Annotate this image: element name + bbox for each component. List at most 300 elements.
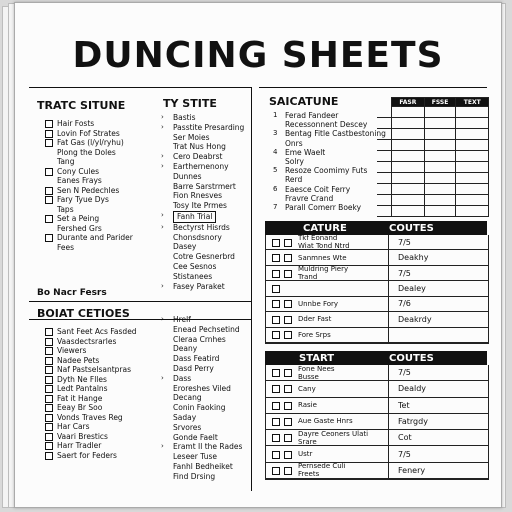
list-item: [161, 315, 242, 325]
grid-cell[interactable]: [392, 184, 425, 195]
checkbox[interactable]: [45, 347, 53, 355]
numbered-list: [161, 315, 242, 482]
row-value: 7/5: [398, 368, 411, 378]
list-item-label: Hrelf: [173, 315, 191, 324]
list-item-label: Durante and Parider: [57, 233, 133, 242]
list-item: [273, 111, 386, 120]
list-item: [161, 433, 242, 443]
list-item-label: Set a Peing: [57, 214, 100, 223]
row-label: Fone Nees Busse: [298, 364, 335, 381]
list-item-label: Taps: [57, 204, 74, 214]
list-item: [161, 364, 242, 374]
column-header: COUTES: [389, 222, 434, 234]
list-item: [45, 375, 137, 385]
checkbox[interactable]: [284, 451, 292, 459]
checkbox[interactable]: [284, 402, 292, 410]
table-row: [266, 381, 488, 397]
list-item: [45, 346, 137, 356]
list-bullet: ›: [161, 122, 164, 131]
grid-cell[interactable]: [392, 140, 425, 151]
list-item-label: Resoze Coomimy Futs: [285, 166, 368, 176]
grid-cell[interactable]: [424, 162, 456, 173]
checkbox[interactable]: [272, 254, 280, 262]
grid-cell[interactable]: [456, 173, 489, 184]
list-item-label: Sen N Pedechles: [57, 185, 120, 195]
checkbox[interactable]: [45, 328, 53, 336]
list-item-label: Cony Cules: [57, 166, 99, 176]
checkbox[interactable]: [45, 139, 53, 147]
row-value: Tet: [398, 400, 410, 410]
list-item-label: Onrs: [285, 138, 303, 148]
list-item-label: Fershed Grs: [57, 223, 102, 233]
list-item: [45, 195, 133, 205]
checkbox[interactable]: [272, 331, 280, 339]
checkbox[interactable]: [272, 285, 280, 293]
list-item: [161, 354, 242, 364]
list-item-label: Barre Sarstrmert: [173, 181, 236, 191]
list-item-label: Vaasdectsrarles: [57, 336, 117, 346]
table-row: [377, 162, 489, 173]
list-item-label: Rerd: [285, 175, 303, 185]
grid-cell[interactable]: [377, 140, 392, 151]
list-item: [161, 413, 242, 423]
list-item-label: Passtite Presarding: [173, 122, 245, 132]
list-item: [161, 442, 242, 452]
list-item: [45, 119, 133, 129]
list-number: 3: [273, 129, 278, 138]
list-item: [161, 393, 242, 403]
list-item: [45, 327, 137, 337]
table-header: [265, 221, 487, 235]
row-value: 7/6: [398, 299, 411, 309]
list-item-label: Srvores: [173, 422, 202, 432]
list-item: [45, 167, 133, 177]
checkbox[interactable]: [45, 452, 53, 460]
grid-cell[interactable]: [392, 129, 425, 140]
list-item: [45, 403, 137, 413]
table-row: [377, 129, 489, 140]
list-item: [45, 233, 133, 243]
list-bullet: ›: [161, 161, 164, 170]
table-row: [266, 430, 488, 446]
list-item: [161, 262, 244, 272]
list-item-label: Decang: [173, 393, 202, 403]
grid-cell[interactable]: [424, 129, 456, 140]
list-item: [45, 214, 133, 224]
row-value: 7/5: [398, 237, 411, 247]
list-item-label: Chonsdsnory: [173, 232, 222, 242]
grid-cell[interactable]: [424, 118, 456, 129]
row-label: Rasie: [298, 401, 317, 410]
list-item-label: Solry: [285, 157, 304, 167]
checkbox[interactable]: [272, 385, 280, 393]
list-item-label: Dass: [173, 373, 192, 383]
list-item-label: Dass Featird: [173, 354, 220, 364]
list-item-label: Fasey Paraket: [173, 281, 225, 291]
checkbox[interactable]: [284, 331, 292, 339]
list-item-label: Leseer Tuse: [173, 452, 217, 462]
row-label: Pernsede Culi Freets: [298, 462, 346, 479]
grid-cell[interactable]: [377, 107, 392, 118]
checkbox[interactable]: [45, 404, 53, 412]
checkbox[interactable]: [284, 434, 292, 442]
section-heading: SAICATUNE: [269, 95, 339, 108]
row-label: Fore Srps: [298, 330, 331, 339]
list-item: [161, 182, 244, 192]
list-bullet: ›: [161, 113, 164, 121]
list-item-label: Bectyrst Hisrds: [173, 222, 230, 232]
row-label: Dayre Ceoners Ulati Srare: [298, 429, 369, 446]
checkbox[interactable]: [284, 385, 292, 393]
checkbox[interactable]: [45, 442, 53, 450]
grid-cell[interactable]: [424, 184, 456, 195]
list-item-label: Fravre Crand: [285, 193, 334, 203]
column-header: CATURE: [303, 222, 347, 234]
list-item: [45, 176, 133, 186]
numbered-list: [161, 113, 244, 291]
grid-cell[interactable]: [424, 151, 456, 162]
checklist: [45, 327, 137, 460]
list-item-label: Dasd Perry: [173, 363, 214, 373]
list-item: [161, 462, 242, 472]
grid-cell[interactable]: [456, 206, 489, 217]
table-row: [377, 98, 489, 107]
list-item: [45, 365, 137, 375]
list-item: [45, 432, 137, 442]
list-item-label: Ledt Pantalns: [57, 384, 108, 393]
list-item: [161, 242, 244, 252]
grid-cell[interactable]: [392, 162, 425, 173]
list-item-label: Find Drsing: [173, 471, 216, 481]
list-item: [161, 384, 242, 394]
checkbox[interactable]: [272, 451, 280, 459]
row-label: Cany: [298, 384, 316, 393]
row-label: Unnbe Fory: [298, 299, 339, 308]
list-item: [45, 205, 133, 215]
list-item-label: Eme Waelt: [285, 147, 326, 157]
divider: [29, 301, 251, 302]
list-item: [161, 344, 242, 354]
table-row: [266, 312, 488, 327]
table-row: [266, 281, 488, 296]
page-title: DUNCING SHEETS: [72, 35, 444, 76]
checkbox[interactable]: [284, 418, 292, 426]
list-item: [161, 423, 242, 433]
list-item-label: Saday: [173, 412, 197, 422]
list-item: [161, 191, 244, 201]
list-item-label: Bastis: [173, 113, 196, 122]
checkbox[interactable]: [272, 316, 280, 324]
list-item: [45, 157, 133, 167]
list-item: [45, 394, 137, 404]
list-item-label: Parall Comerr Boeky: [285, 203, 362, 213]
grid-cell[interactable]: [456, 151, 489, 162]
list-item: [161, 123, 244, 133]
row-value: Dealey: [398, 283, 426, 293]
list-item: [45, 186, 133, 196]
list-item-label: Conin Faoking: [173, 403, 226, 413]
list-number: 6: [273, 184, 278, 193]
checkbox[interactable]: [45, 120, 53, 128]
checkbox[interactable]: [45, 130, 53, 138]
list-item-label: Nadee Pets: [57, 355, 100, 365]
grid-cell[interactable]: [377, 162, 392, 173]
checkbox[interactable]: [45, 366, 53, 374]
table-row: [377, 173, 489, 184]
row-value: Cot: [398, 433, 412, 443]
checkbox[interactable]: [45, 215, 53, 223]
list-item: [45, 441, 137, 451]
row-label: Tkf Eonand Wiat Tond Ntrd: [298, 234, 350, 251]
list-item-label: Hair Fosts: [57, 119, 95, 128]
list-bullet: ›: [161, 152, 164, 161]
list-item-label: Cee Sesnos: [173, 261, 217, 271]
table-row: [377, 151, 489, 162]
list-item-label: Lovin Fof Strates: [57, 128, 120, 138]
grid-cell[interactable]: [456, 118, 489, 129]
grid-cell[interactable]: [377, 173, 392, 184]
list-item: [161, 252, 244, 262]
grid-cell[interactable]: [377, 118, 392, 129]
checkbox[interactable]: [45, 414, 53, 422]
table-row: [377, 140, 489, 151]
table-row: [377, 118, 489, 129]
grid-cell[interactable]: [456, 184, 489, 195]
grid-cell[interactable]: [392, 173, 425, 184]
table-row: [266, 266, 488, 281]
list-item: [45, 422, 137, 432]
checkbox[interactable]: [45, 433, 53, 441]
checkbox[interactable]: [45, 234, 53, 242]
checkbox[interactable]: [272, 239, 280, 247]
table-row: [377, 206, 489, 217]
list-item-label: Eanes Frays: [57, 176, 102, 185]
list-item: [273, 166, 386, 175]
checkbox[interactable]: [45, 376, 53, 384]
list-item: [161, 223, 244, 233]
list-item: [161, 335, 242, 345]
list-item-label: Naf Pastselsantpras: [57, 365, 132, 374]
checkbox[interactable]: [45, 196, 53, 204]
status-table: [265, 365, 489, 480]
list-bullet: ›: [161, 315, 164, 323]
row-value: Fenery: [398, 465, 426, 475]
checkbox[interactable]: [45, 168, 53, 176]
grid-cell[interactable]: [392, 206, 425, 217]
checkbox[interactable]: [272, 434, 280, 442]
list-item-label: Cero Deabrst: [173, 152, 223, 162]
list-item-label: Vaari Brestics: [57, 431, 108, 441]
list-item-label: Dunnes: [173, 171, 202, 181]
list-item-label: Dyth Ne Flles: [57, 374, 107, 384]
list-bullet: ›: [161, 442, 164, 451]
row-value: Deakhy: [398, 253, 429, 263]
list-item: [273, 185, 386, 194]
grid-cell[interactable]: [424, 107, 456, 118]
list-number: 4: [273, 147, 278, 156]
list-item: [273, 129, 386, 138]
list-item: [45, 138, 133, 148]
status-table: [265, 235, 489, 344]
grid-header: FASR: [392, 98, 425, 107]
list-item: [45, 356, 137, 366]
grid-cell[interactable]: [392, 151, 425, 162]
section-heading: TRATC SITUNE: [37, 99, 126, 112]
row-value: Deakrdy: [398, 314, 432, 324]
checkbox[interactable]: [45, 385, 53, 393]
list-item: [273, 120, 386, 129]
list-item-label: Bentag Fitle Castbestoning: [285, 129, 386, 139]
grid-cell[interactable]: [392, 118, 425, 129]
list-item: [45, 451, 137, 461]
grid-cell[interactable]: [456, 140, 489, 151]
list-item-label: Saert for Feders: [57, 450, 117, 460]
list-bullet: ›: [161, 373, 164, 382]
table-row: [266, 463, 488, 479]
list-item: [45, 129, 133, 139]
grid-cell[interactable]: [377, 151, 392, 162]
row-value: 7/5: [398, 449, 411, 459]
grid-cell[interactable]: [377, 206, 392, 217]
divider: [251, 301, 252, 491]
table-row: [266, 297, 488, 312]
list-item: [161, 201, 244, 211]
checkbox[interactable]: [284, 467, 292, 475]
table-row: [266, 398, 488, 414]
list-item-label: Eroreshes Viled: [173, 383, 231, 393]
row-value: 7/5: [398, 268, 411, 278]
checkbox[interactable]: [284, 270, 292, 278]
numbered-list: [273, 111, 386, 212]
grid-cell[interactable]: [377, 195, 392, 206]
checkbox[interactable]: [45, 395, 53, 403]
list-item: [161, 211, 244, 223]
list-item: [273, 203, 386, 212]
list-bullet: ›: [161, 281, 164, 290]
list-item: [45, 148, 133, 158]
grid-header: TEXT: [456, 98, 489, 107]
checkbox[interactable]: [45, 357, 53, 365]
list-item-label: Enead Pechsetind: [173, 324, 240, 334]
grid-cell[interactable]: [424, 173, 456, 184]
list-item-label: Vonds Traves Reg: [57, 412, 123, 422]
list-item-label: Fion Rnesves: [173, 191, 223, 201]
list-item-label: Deany: [173, 344, 198, 354]
list-item: [45, 384, 137, 394]
list-item-label: Fees: [57, 242, 75, 252]
grid-cell[interactable]: [424, 206, 456, 217]
row-value: Fatrgdy: [398, 416, 428, 426]
list-item-label: Recessonnent Descey: [285, 120, 368, 130]
list-item-label: Ser Moies: [173, 132, 210, 142]
list-item: [161, 133, 244, 143]
checkbox[interactable]: [272, 270, 280, 278]
divider: [259, 87, 487, 88]
checkbox[interactable]: [284, 239, 292, 247]
table-row: [266, 414, 488, 430]
grid-cell[interactable]: [392, 195, 425, 206]
list-item: [161, 142, 244, 152]
list-item: [161, 472, 242, 482]
list-item-label: Dasey: [173, 242, 197, 252]
grid-cell[interactable]: [377, 184, 392, 195]
worksheet-page: [14, 2, 502, 508]
checkbox[interactable]: [272, 467, 280, 475]
table-row: [377, 195, 489, 206]
checklist: [45, 119, 133, 252]
list-item-label: Eramt Il the Rades: [173, 442, 243, 452]
list-item: [45, 413, 137, 423]
list-item: [161, 272, 244, 282]
list-item-label: Harr Tradler: [57, 441, 102, 450]
list-bullet: ›: [161, 222, 164, 231]
list-item: [161, 403, 242, 413]
grid-cell[interactable]: [456, 107, 489, 118]
grid-cell[interactable]: [424, 195, 456, 206]
row-label: Sanmnes Wte: [298, 253, 347, 262]
list-item: [161, 325, 242, 335]
list-item: [273, 148, 386, 157]
checkbox[interactable]: [45, 187, 53, 195]
grid-cell[interactable]: [424, 140, 456, 151]
grid-cell[interactable]: [392, 107, 425, 118]
checkbox[interactable]: [284, 369, 292, 377]
grid-header: FSSE: [424, 98, 456, 107]
checkbox[interactable]: [272, 402, 280, 410]
list-item: [161, 113, 244, 123]
checkbox[interactable]: [272, 300, 280, 308]
checkbox[interactable]: [272, 369, 280, 377]
list-item-label: Cleraa Crnhes: [173, 334, 226, 344]
list-item: [45, 224, 133, 234]
checkbox[interactable]: [284, 316, 292, 324]
checkbox[interactable]: [284, 300, 292, 308]
list-item-label: Sant Feet Acs Fasded: [57, 327, 137, 336]
divider: [251, 87, 252, 301]
list-item-label: Viewers: [57, 346, 87, 355]
list-item-label: Har Cars: [57, 422, 90, 431]
list-item-label: Stistanees: [173, 271, 213, 281]
divider: [29, 87, 251, 88]
list-item: [273, 157, 386, 166]
section-footer: Bo Nacr Fesrs: [37, 288, 107, 298]
list-item-label: Fanh Trial: [173, 211, 216, 223]
row-label: Ustr: [298, 450, 313, 459]
grid-cell[interactable]: [377, 129, 392, 140]
column-header: START: [299, 352, 335, 364]
checkbox[interactable]: [284, 254, 292, 262]
list-item-label: Eaesce Coit Ferry: [285, 184, 351, 194]
list-item-label: Cotre Gesnerbrd: [173, 252, 235, 262]
list-item: [161, 452, 242, 462]
list-item: [161, 162, 244, 172]
row-label: Muldring Piery Trand: [298, 265, 349, 282]
table-row: [266, 446, 488, 462]
list-item-label: Fanhl Bedheiket: [173, 461, 233, 471]
list-number: 7: [273, 203, 278, 212]
table-row: [266, 250, 488, 265]
grid-cell[interactable]: [456, 129, 489, 140]
checkbox[interactable]: [45, 338, 53, 346]
table-row: [377, 107, 489, 118]
checkbox[interactable]: [45, 423, 53, 431]
checkbox[interactable]: [272, 418, 280, 426]
grid-cell[interactable]: [456, 195, 489, 206]
list-item-label: Plong the Doles: [57, 147, 116, 157]
grid-cell[interactable]: [456, 162, 489, 173]
list-item-label: Gonde Faelt: [173, 432, 218, 442]
list-item: [273, 175, 386, 184]
